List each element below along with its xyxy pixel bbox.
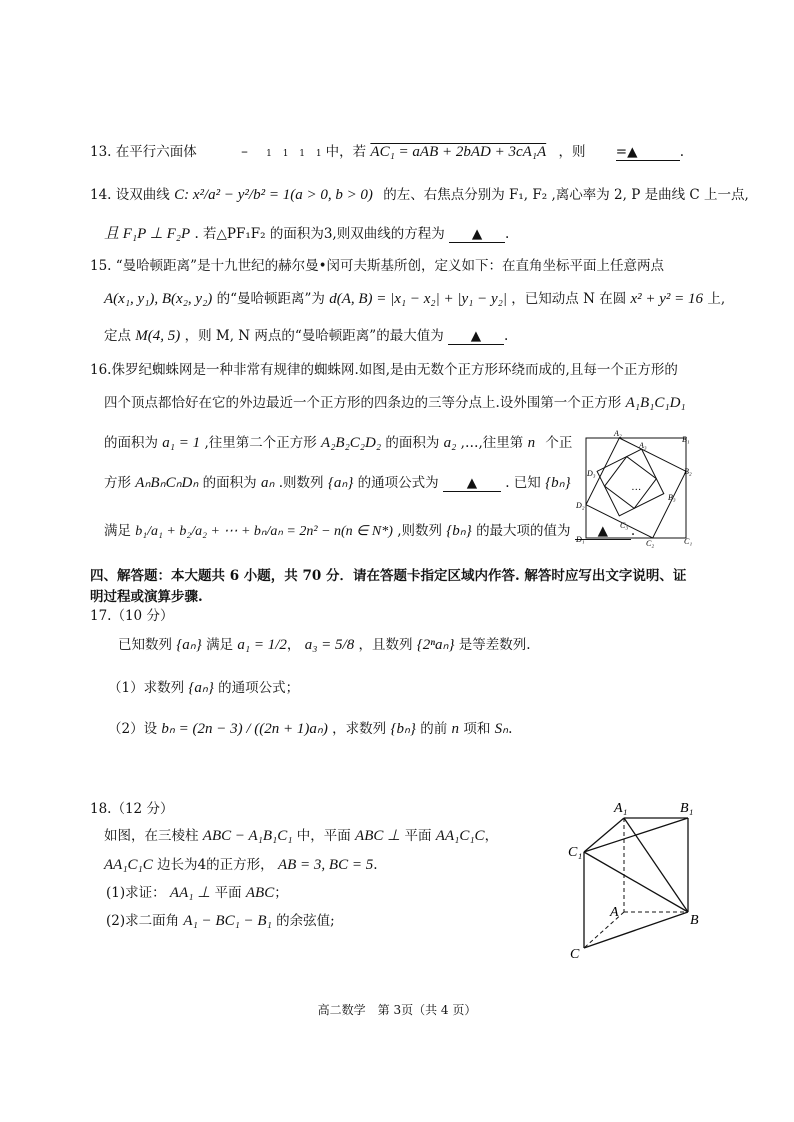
q16-text-6: 个正 xyxy=(545,435,573,451)
q16-line3 xyxy=(104,434,572,452)
q18-p2-text-2: 的余弦值; xyxy=(276,913,335,929)
q18-p1-text-2: 平面 xyxy=(214,885,242,901)
q15-text-4: 定点 xyxy=(104,328,131,344)
q18-p2-angle: A₁ − BC₁ − B₁ xyxy=(183,913,272,929)
q17-a3: a₃ = 5/8 xyxy=(304,637,355,653)
q13-subscripts: 1 1 1 1 xyxy=(266,149,326,159)
q15-line1: 15. “曼哈顿距离”是十九世纪的赫尔曼•闵可夫斯基所创，定义如下：在直角坐标平面上任意两点 xyxy=(90,258,665,274)
q16-seq-a: {aₙ} xyxy=(327,475,354,491)
q13-then: ，则 xyxy=(558,144,586,160)
q16-text-5: ,…,往里第 xyxy=(460,435,524,451)
q16-line4 xyxy=(104,474,571,492)
section4-line2: 明过程或演算步骤. xyxy=(90,589,203,605)
label-D2: D₂ xyxy=(576,501,585,510)
q15-answer-blank: ▲ xyxy=(448,328,504,345)
q18-part2 xyxy=(106,912,335,930)
q17-text-3: ，且数列 xyxy=(358,637,413,653)
q18-plane-aa1c1c: AA₁C₁C xyxy=(435,828,485,844)
q16-text-9: .则数列 xyxy=(278,475,324,491)
q18-p1-end: ； xyxy=(274,885,288,901)
q17-p1-seq: {aₙ} xyxy=(188,680,214,696)
spider-web-figure xyxy=(576,428,696,548)
q18-p1-abc: ABC xyxy=(245,885,275,901)
label-C1: C₁ xyxy=(684,537,693,546)
q13-mid: 中，若 xyxy=(325,144,367,160)
q15-line2 xyxy=(104,290,725,308)
q16-text-4: 的面积为 xyxy=(385,435,440,451)
q18-p2-text: (2)求二面角 xyxy=(106,913,180,929)
q16-n: n xyxy=(527,435,536,451)
q18-p1-text: (1)求证： xyxy=(106,885,166,901)
q18-prism: ABC − A₁B₁C₁ xyxy=(202,828,293,844)
q16-text-10: 的通项公式为 xyxy=(357,475,439,491)
q17-p1-text: （1）求数列 xyxy=(108,680,185,696)
q15-text-2: ，已知动点 N 在圆 xyxy=(511,291,627,307)
q15-point-m: M(4, 5) xyxy=(135,328,181,344)
label-A2: A₂ xyxy=(614,429,622,438)
q14-text-2: 的左、右焦点分别为 F₁, F₂ ,离心率为 2, P 是曲线 C 上一点, xyxy=(383,187,749,203)
q16-answer-blank-1: ▲ xyxy=(443,475,501,492)
fig16-dots: … xyxy=(632,482,641,493)
q16-square1: A₁B₁C₁D₁ xyxy=(625,395,686,411)
q18-text-3: 平面 xyxy=(404,828,432,844)
q17-bn-def: bₙ = (2n − 3) / ((2n + 1)aₙ) xyxy=(161,721,328,737)
q16-an: aₙ xyxy=(260,475,275,491)
q17-p2-text: （2）设 xyxy=(108,721,158,737)
label-C1: C₁ xyxy=(568,845,583,860)
q17-line1 xyxy=(118,636,531,654)
q13-answer-blank: =▲ xyxy=(616,144,680,161)
q13-text: 13. 在平行六面体 xyxy=(90,144,197,160)
q15-text-5: ，则 M, N 两点的“曼哈顿距离”的最大值为 xyxy=(184,328,444,344)
q18-part1 xyxy=(106,884,288,902)
q17-text-4: 是等差数列. xyxy=(458,637,531,653)
label-C: C xyxy=(570,947,580,962)
q16-square2: A₂B₂C₂D₂ xyxy=(321,435,382,451)
q13-line xyxy=(90,143,684,161)
q16-text: 四个顶点都恰好在它的外边最近一个正方形的四条边的三等分点上.设外围第一个正方形 xyxy=(104,395,622,411)
q18-face: AA₁C₁C xyxy=(104,857,153,873)
edge-CB xyxy=(584,912,688,948)
q16-line5 xyxy=(104,522,635,541)
label-A: A xyxy=(610,905,619,920)
q17-p2-text-3: 的前 xyxy=(420,721,448,737)
label-C2: C₂ xyxy=(646,539,655,548)
q14-text-3: . 若△PF₁F₂ 的面积为3,则双曲线的方程为 xyxy=(194,226,445,242)
q14-end: . xyxy=(505,226,510,242)
q18-plane-abc: ABC ⊥ xyxy=(355,828,401,844)
q16-text-12: 满足 xyxy=(104,523,131,539)
segment-C1B xyxy=(584,852,688,912)
q16-sum-eq: b₁/a₁ + b₂/a₂ + ⋯ + bₙ/aₙ = 2n² − n(n ∈ N*) xyxy=(135,524,393,539)
label-A3: A₃ xyxy=(639,441,647,450)
q17-p2-sn: Sₙ xyxy=(494,721,509,737)
q15-end: . xyxy=(504,328,509,344)
q16-text-8: 的面积为 xyxy=(202,475,257,491)
label-B3: B₃ xyxy=(668,493,676,502)
q17-p2-text-2: ，求数列 xyxy=(332,721,387,737)
q16-text-11: . 已知 xyxy=(505,475,541,491)
q17-comma: ， xyxy=(286,637,301,653)
q18-line2 xyxy=(104,856,378,874)
prism-figure xyxy=(562,796,712,966)
q16-seq-b-2: {bₙ} xyxy=(446,523,472,539)
q18-p1-aa1: AA₁ ⊥ xyxy=(169,885,211,901)
q17-p2-seq: {bₙ} xyxy=(390,721,416,737)
edge-A1C1 xyxy=(584,818,624,852)
q16-text-2: 的面积为 xyxy=(104,435,158,451)
q15-points: A(x₁, y₁), B(x₂, y₂) xyxy=(104,291,213,307)
q16-a1: a₁ = 1 xyxy=(162,435,201,451)
q16-text-3: ,往里第二个正方形 xyxy=(204,435,317,451)
q15-text: 的“曼哈顿距离”为 xyxy=(216,291,325,307)
q16-text-14: 的最大项的值为 xyxy=(476,523,571,539)
q18-text-6: . xyxy=(373,857,378,873)
q13-equation: AC₁ = aAB + 2bAD + 3cA₁A xyxy=(370,144,547,160)
label-D3: D₃ xyxy=(587,469,596,478)
label-B: B xyxy=(690,913,699,928)
q18-text-2: 中，平面 xyxy=(296,828,351,844)
q18-line1 xyxy=(104,827,498,845)
q18-header: 18.（12 分） xyxy=(90,801,174,817)
q17-text: 已知数列 xyxy=(118,637,172,653)
q14-line2 xyxy=(104,225,509,243)
q16-text-13: ,则数列 xyxy=(397,523,442,539)
q14-answer-blank: ▲ xyxy=(449,226,505,243)
q16-seq-b: {bₙ} xyxy=(545,475,571,491)
q18-text: 如图，在三棱柱 xyxy=(104,828,199,844)
q15-distance-formula: d(A, B) = |x₁ − x₂| + |y₁ − y₂| xyxy=(329,291,507,307)
q14-text: 14. 设双曲线 xyxy=(90,187,170,203)
q17-header: 17.（10 分） xyxy=(90,608,174,624)
label-B2: B₂ xyxy=(684,467,692,476)
q16-answer-blank-2: ▲ xyxy=(575,523,631,540)
q17-part1 xyxy=(108,679,299,697)
q18-lengths: AB = 3, BC = 5 xyxy=(277,857,374,873)
q15-line3 xyxy=(104,327,508,345)
q15-text-3: 上, xyxy=(707,291,726,307)
q17-seq-2na: {2ⁿaₙ} xyxy=(416,637,455,653)
q16-text-7: 方形 xyxy=(104,475,131,491)
q16-a2: a₂ xyxy=(443,435,457,451)
q14-hyperbola-eq: C: x²/a² − y²/b² = 1(a > 0, b > 0) xyxy=(174,187,373,203)
q16-end: . xyxy=(630,523,636,539)
q17-p1-text-2: 的通项公式； xyxy=(218,680,300,696)
label-B1: B₁ xyxy=(682,435,690,444)
q16-line1: 16.侏罗纪蜘蛛网是一种非常有规律的蜘蛛网.如图,是由无数个正方形环绕而成的,且每一个正方形的 xyxy=(90,362,678,378)
q16-line2 xyxy=(104,394,686,412)
q17-seq-a: {aₙ} xyxy=(176,637,202,653)
page-footer: 高二数学 第 3页（共 4 页） xyxy=(317,1003,477,1017)
q17-p2-text-4: 项和 xyxy=(463,721,491,737)
q14-perp: 且 F₁P ⊥ F₂P xyxy=(104,226,191,242)
q17-a1: a₁ = 1/2 xyxy=(237,637,287,653)
segment-A1B xyxy=(624,818,688,912)
q15-circle-eq: x² + y² = 16 xyxy=(630,291,704,307)
q18-text-5: 边长为4的正方形， xyxy=(157,857,274,873)
label-D1: D₁ xyxy=(576,535,585,544)
section4-line1: 四、解答题：本大题共 6 小题，共 70 分．请在答题卡指定区域内作答. 解答时应写出文字说明、证 xyxy=(90,568,687,584)
q17-part2 xyxy=(108,720,512,738)
q17-p2-end: . xyxy=(508,721,513,737)
q18-text-4: ， xyxy=(484,828,499,844)
label-C3: C₃ xyxy=(620,521,629,530)
label-B1: B₁ xyxy=(680,801,694,816)
q14-line1 xyxy=(90,186,749,204)
q13-dash: – xyxy=(241,144,248,160)
q16-squaren: AₙBₙCₙDₙ xyxy=(135,475,199,491)
q17-p2-n: n xyxy=(451,721,460,737)
q17-text-2: 满足 xyxy=(206,637,234,653)
label-A1: A₁ xyxy=(614,801,628,816)
q13-end: . xyxy=(679,144,685,160)
